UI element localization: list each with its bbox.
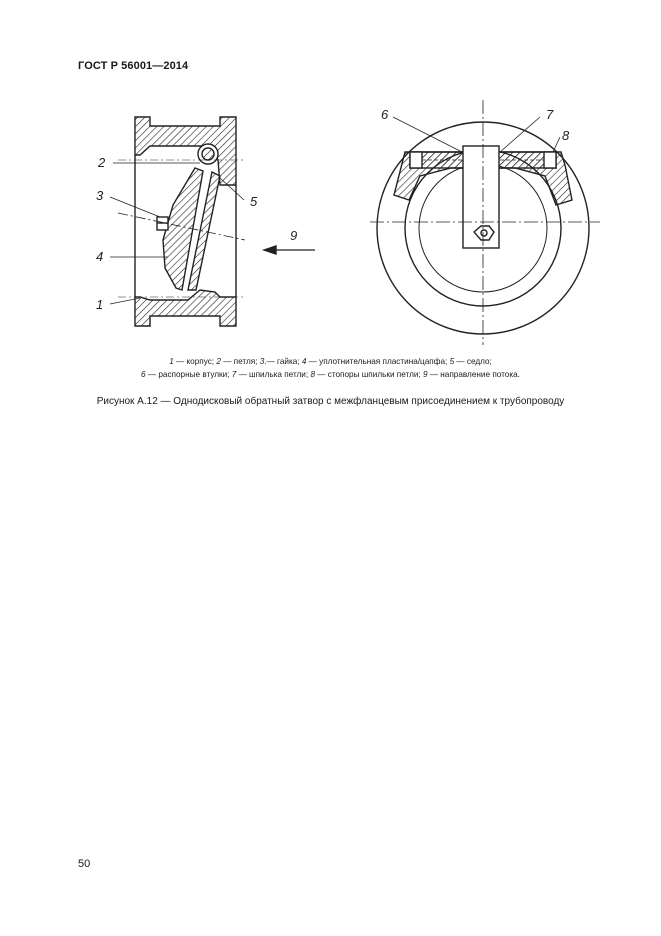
- label-9: 9: [290, 228, 298, 243]
- label-2: 2: [98, 155, 106, 170]
- pin-stopper-left: [410, 152, 422, 168]
- page-number: 50: [78, 858, 91, 870]
- label-1: 1: [96, 297, 104, 312]
- pin-stopper-right: [544, 152, 556, 168]
- figure-caption: Рисунок А.12 — Однодисковый обратный затвор с межфланцевым присоединением к трубопроводу: [96, 396, 565, 407]
- label-8: 8: [562, 128, 570, 143]
- legend-line-2: 6 — распорные втулки; 7 — шпилька петли; 8 — стопоры шпильки петли; 9 — направление потока.: [141, 370, 520, 379]
- label-7: 7: [546, 107, 554, 122]
- label-3: 3: [96, 188, 104, 203]
- body-top-section: [135, 117, 236, 185]
- legend-line-1: 1 — корпус; 2 — петля; 3.— гайка; 4 — уплотнительная пластина/цапфа; 5 — седло;: [169, 357, 492, 366]
- label-5: 5: [250, 194, 258, 209]
- section-view: [110, 117, 315, 326]
- document-header: ГОСТ Р 56001—2014: [78, 60, 189, 72]
- check-valve-figure: [0, 0, 661, 360]
- label-6: 6: [381, 107, 389, 122]
- label-4: 4: [96, 249, 104, 264]
- body-bottom-section: [135, 290, 236, 326]
